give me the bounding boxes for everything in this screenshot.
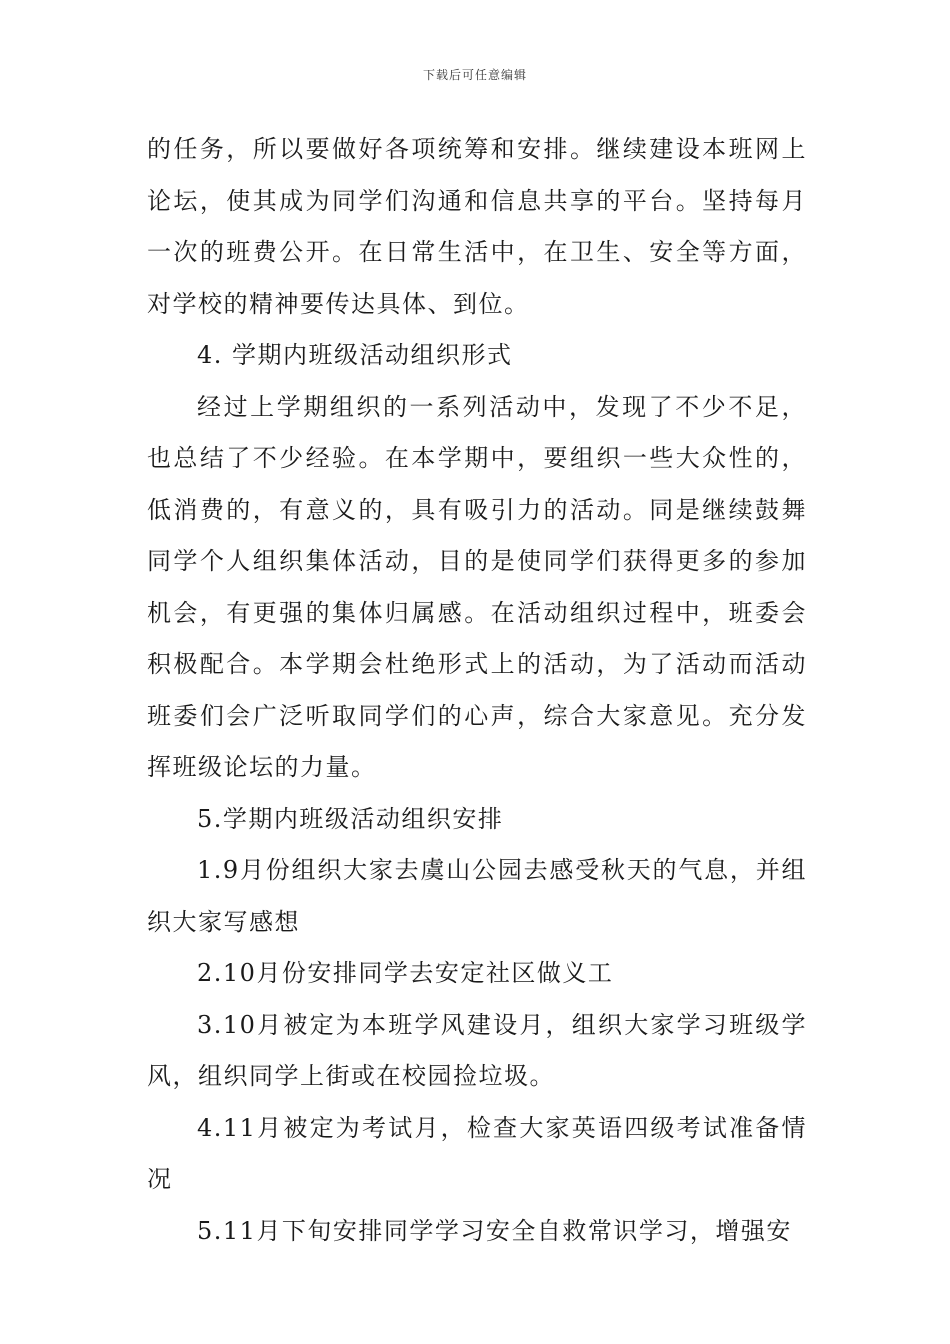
section-heading-activity-forms: 4. 学期内班级活动组织形式 [197,341,513,369]
list-item: 2.10月份安排同学去安定社区做义工 [197,959,614,987]
paragraph-activity-forms: 经过上学期组织的一系列活动中，发现了不少不足，也总结了不少经验。在本学期中，要组织一些大众性的，低消费的，有意义的，具有吸引力的活动。同是继续鼓舞同学个人组织集体活动，目的是使同学们获得更多的参加机会，有更强的集体归属感。在活动组织过程中，班委会积极配合。本学期会杜绝形式上的活动，为了活动而活动班委们会广泛听取同学们的心声，综合大家意见。充分发挥班级论坛的力量。 [147,392,807,781]
page-header: 下载后可任意编辑 [422,68,527,82]
list-item: 5.11月下旬安排同学学习安全自救常识学习，增强安 [197,1216,792,1245]
document-body [147,124,807,1257]
list-item: 4.11月被定为考试月，检查大家英语四级考试准备情况 [147,1113,807,1193]
section-heading-activity-schedule: 5.学期内班级活动组织安排 [197,804,504,833]
list-item: 1.9月份组织大家去虞山公园去感受秋天的气息，并组织大家写感想 [147,856,807,936]
list-item: 3.10月被定为本班学风建设月，组织大家学习班级学风，组织同学上街或在校园捡垃圾。 [147,1010,807,1090]
paragraph-continuation: 的任务，所以要做好各项统筹和安排。继续建设本班网上论坛，使其成为同学们沟通和信息共享的平台。坚持每月一次的班费公开。在日常生活中，在卫生、安全等方面，对学校的精神要传达具体、到位。 [147,135,807,318]
